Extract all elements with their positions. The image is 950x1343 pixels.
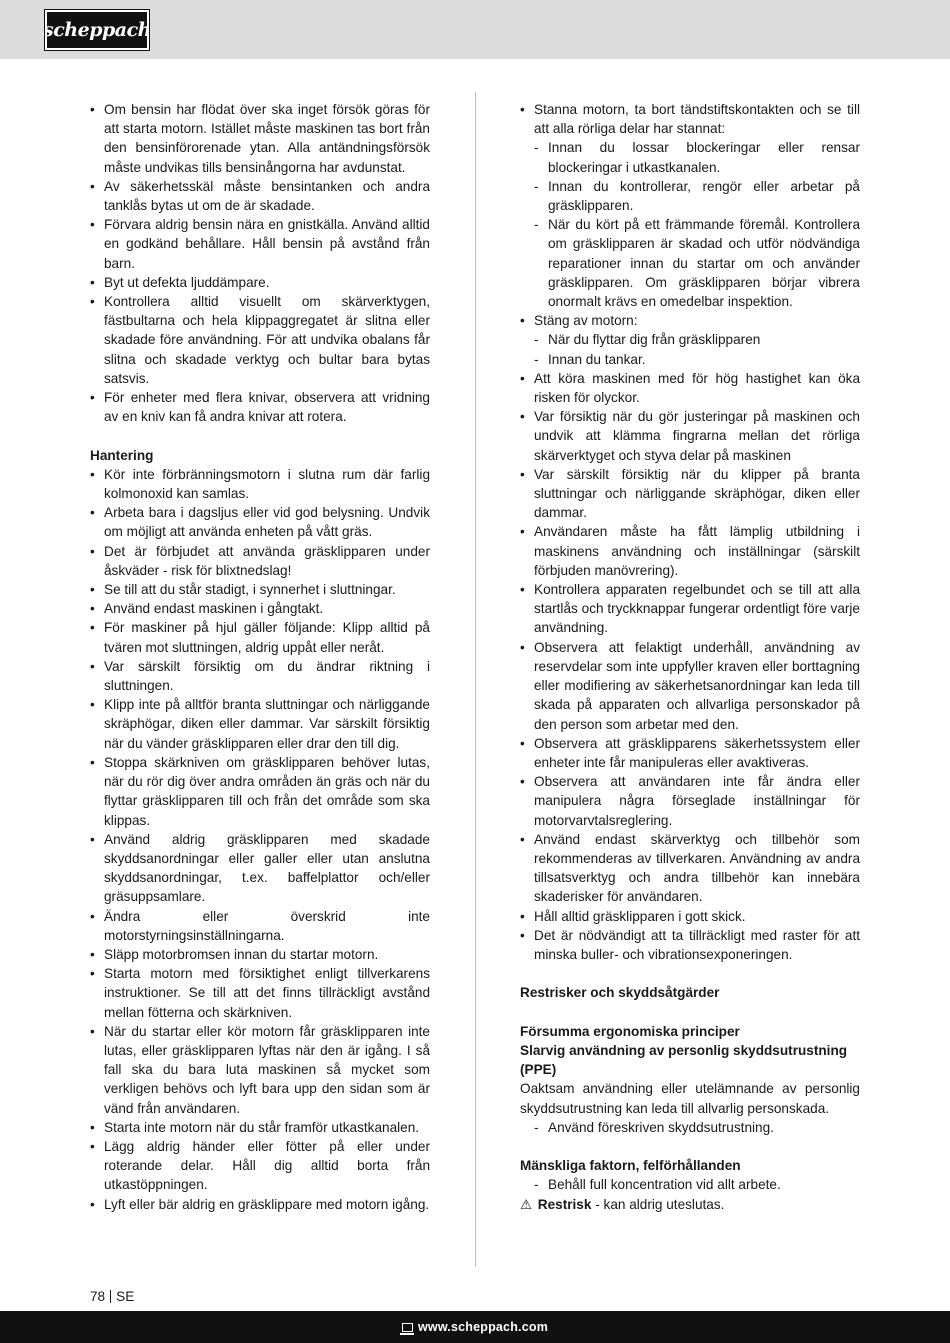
sub-list-item: - Behåll full koncentration vid allt arbete. — [520, 1175, 860, 1194]
dash-mark: - — [534, 332, 539, 348]
list-item: • Kör inte förbränningsmotorn i slutna rum där farlig kolmonoxid kan samlas. — [90, 466, 430, 502]
spacer — [520, 1137, 860, 1156]
bullet-mark: • — [90, 582, 95, 598]
footer-bar — [0, 1311, 950, 1343]
dash-mark: - — [534, 351, 539, 367]
list-item: • Starta inte motorn när du står framför utkastkanalen. — [90, 1118, 430, 1137]
human-dash-list — [520, 1175, 860, 1194]
list-item: • Byt ut defekta ljuddämpare. — [90, 273, 430, 292]
bullet-mark: • — [90, 1023, 95, 1039]
list-item: • För maskiner på hjul gäller följande: Klipp alltid på tvären mot sluttningen, aldrig uppåt eller neråt. — [90, 620, 430, 655]
bullet-mark: • — [520, 524, 525, 540]
bullet-mark: • — [520, 735, 525, 751]
list-item: • Observera att felaktigt underhåll, användning av reservdelar som inte uppfyller kraven eller borttagning eller modifiering av säkerhetsanordningar kan leda till skada på apparaten och allvarliga personskador på den person som arbetar med den. — [520, 639, 860, 732]
list-item: • Klipp inte på alltför branta sluttningar och närliggande skräphögar, diken eller dammar. Var särskilt försiktig när du vänder gräsklipparen eller drar den till dig. — [90, 697, 430, 751]
list-item: • Ändra eller överskrid inte motorstyrningsinställningarna. — [90, 908, 430, 943]
list-item: • Var särskilt försiktig om du ändrar riktning i sluttningen. — [90, 658, 430, 694]
list-item: • Att köra maskinen med för hög hastighet kan öka risken för olyckor. — [520, 370, 860, 406]
sub-list-item: - Använd föreskriven skyddsutrustning. — [520, 1118, 860, 1137]
list-item: • Observera att gräsklipparens säkerhetssystem eller enheter inte får manipuleras eller avaktiveras. — [520, 735, 860, 770]
bullet-mark: • — [90, 1119, 95, 1135]
bullet-mark: • — [90, 1196, 95, 1212]
ppe-paragraph: Oaktsam användning eller utelämnande av personlig skyddsutrustning kan leda till allvarlig personskada. — [520, 1081, 860, 1116]
bullet-mark: • — [520, 927, 525, 943]
scheppach-logo — [45, 10, 149, 50]
bullet-mark: • — [90, 946, 95, 962]
intro-bullet-list — [90, 100, 430, 426]
list-item: • Var särskilt försiktig när du klipper på branta sluttningar och närliggande skräphögar, diken eller dammar. — [520, 466, 860, 521]
list-item: • Släpp motorbromsen innan du startar motorn. — [90, 945, 430, 964]
list-item: • När du startar eller kör motorn får gräsklipparen inte lutas, eller gräsklipparen lyftas när den är igång. I så fall ska du bara luta maskinen så mycket som verkligen behövs och lyft bara upp den sidan som är vänd från användaren. — [90, 1023, 430, 1116]
footer-url[interactable]: www.scheppach.com — [417, 1320, 549, 1334]
right-column — [520, 100, 860, 1214]
bullet-mark: • — [90, 505, 95, 521]
sub-list-item: - När du flyttar dig från gräsklipparen — [534, 330, 860, 349]
residual-risk-line — [520, 1195, 860, 1214]
spacer — [90, 426, 430, 445]
list-item: • Det är nödvändigt att ta tillräckligt med raster för att minska buller- och vibrationsexponeringen. — [520, 927, 860, 962]
bullet-mark: • — [520, 102, 525, 117]
bullet-mark: • — [90, 178, 95, 194]
list-item: • Se till att du står stadigt, i synnerhet i sluttningar. — [90, 580, 430, 599]
list-item: • Stoppa skärkniven om gräsklipparen behöver lutas, när du rör dig över andra områden än gräs och när du flyttar gräsklipparen till och från det område som ska klippas. — [90, 754, 430, 828]
bullet-mark: • — [520, 831, 525, 847]
bullet-mark: • — [90, 274, 95, 290]
bullet-mark: • — [520, 639, 525, 655]
column-divider — [475, 92, 476, 1267]
subheading-human-factor: Mänskliga faktorn, felförhållanden — [520, 1158, 741, 1174]
list-item: • Stanna motorn, ta bort tändstiftskontakten och se till att alla rörliga delar har stannat: - Innan du lossar blockeringar eller rensar blockeringar i utkastkanalen. - Innan du kontrollerar, rengör eller arbetar på gräsklipparen. - När du kört på ett främmande föremål. Kontrollera om gräsklipparen är skadad och utför nödvändiga reparationer innan du startar om och använder gräsklipparen. Om gräsklipparen börjar vibrera onormalt krävs en omedelbar inspektion. — [520, 100, 860, 311]
list-item: • Observera att användaren inte får ändra eller manipulera några förseglade inställningar för motorvarvtalsreglering. — [520, 774, 860, 828]
spacer — [520, 964, 860, 983]
list-item: • Lägg aldrig händer eller fötter på eller under roterande delar. Håll dig alltid borta från utkastöppningen. — [90, 1138, 430, 1193]
list-item: • Starta motorn med försiktighet enligt tillverkarens instruktioner. Se till att det finns tillräckligt avstånd mellan fötterna och skärkniven. — [90, 966, 430, 1020]
list-item: • Var försiktig när du gör justeringar på maskinen och undvik att klämma fingrarna mellan det rörliga skärverktyget och styva delar på maskinen — [520, 409, 860, 463]
dash-mark: - — [534, 178, 539, 194]
sub-list-item: - När du kört på ett främmande föremål. Kontrollera om gräsklipparen är skadad och utför nödvändiga reparationer innan du startar om och använder gräsklipparen. Om gräsklipparen börjar vibrera onormalt krävs en omedelbar inspektion. — [534, 217, 860, 310]
bullet-mark: • — [90, 294, 95, 310]
logo-text: scheppach — [43, 19, 151, 41]
list-item: • Använd aldrig gräsklipparen med skadade skyddsanordningar eller galler eller utan anslutna skyddsanordningar, t.ex. baffelplattor och/eller gräsuppsamlare. — [90, 831, 430, 905]
list-item: • För enheter med flera knivar, observera att vridning av en kniv kan få andra knivar att rotera. — [90, 390, 430, 425]
bullet-mark: • — [90, 697, 95, 713]
bullet-mark: • — [90, 466, 95, 482]
bullet-mark: • — [90, 908, 95, 924]
list-item: • Lyft eller bär aldrig en gräsklippare med motorn igång. — [90, 1195, 430, 1214]
list-item: • Det är förbjudet att använda gräsklipparen under åskväder - risk för blixtnedslag! — [90, 543, 430, 578]
bullet-mark: • — [520, 774, 525, 790]
list-item: • Använd endast maskinen i gångtakt. — [90, 599, 430, 618]
residual-risk-text: - kan aldrig uteslutas. — [591, 1196, 725, 1212]
bullet-mark: • — [90, 620, 95, 636]
bullet-mark: • — [90, 754, 95, 770]
bullet-mark: • — [90, 217, 95, 233]
page-number — [90, 1287, 134, 1306]
list-item: • Förvara aldrig bensin nära en gnistkälla. Använd alltid en godkänd behållare. Håll bensin på avstånd från barn. — [90, 217, 430, 271]
dash-mark: - — [534, 1119, 539, 1135]
bullet-mark: • — [520, 370, 525, 386]
page-number-separator — [110, 1290, 111, 1303]
sub-list-item: - Innan du lossar blockeringar eller rensar blockeringar i utkastkanalen. — [534, 140, 860, 175]
bullet-mark: • — [90, 831, 95, 847]
bullet-mark: • — [520, 409, 525, 425]
residual-risk-label: Restrisk — [537, 1196, 592, 1212]
list-item: • Håll alltid gräsklipparen i gott skick. — [520, 907, 860, 926]
subheading-ppe: Slarvig användning av personlig skyddsutrustning (PPE) — [520, 1042, 848, 1078]
sub-list-item: - Innan du kontrollerar, rengör eller arbetar på gräsklipparen. — [534, 178, 860, 214]
bullet-mark: • — [520, 313, 525, 329]
list-item: • Användaren måste ha fått lämplig utbildning i maskinens användning och inställningar (särskilt förbjuden manövrering). — [520, 524, 860, 578]
list-item: • Av säkerhetsskäl måste bensintanken och andra tanklås bytas ut om de är skadade. — [90, 178, 430, 214]
header-band — [0, 0, 950, 59]
spacer — [520, 1003, 860, 1022]
list-item: • Kontrollera apparaten regelbundet och se till att alla startlås och tryckknappar fungerar ordentligt före varje användning. — [520, 582, 860, 636]
sub-list-item: - Innan du tankar. — [534, 350, 860, 369]
page-number-value: 78 — [90, 1289, 106, 1304]
ppe-dash-list — [520, 1118, 860, 1137]
list-item: • Kontrollera alltid visuellt om skärverktygen, fästbultarna och hela klippaggregatet är slitna eller skadade före användning. För att undvika obalans får slitna och skadade verktyg och bultar bara bytas satsvis. — [90, 294, 430, 386]
warning-icon: ⚠ — [520, 1196, 533, 1212]
bullet-mark: • — [90, 543, 95, 559]
bullet-mark: • — [90, 1138, 95, 1154]
subheading-ergonomi: Försumma ergonomiska principer — [520, 1023, 740, 1039]
hantering-bullet-list — [90, 465, 430, 1214]
section-heading-restrisker: Restrisker och skyddsåtgärder — [520, 985, 720, 1001]
bullet-mark: • — [90, 390, 95, 406]
bullet-mark: • — [520, 908, 525, 924]
bullet-mark: • — [520, 466, 525, 482]
dash-mark: - — [534, 1177, 539, 1193]
laptop-icon — [402, 1323, 413, 1332]
sub-dash-list — [534, 330, 860, 368]
bullet-mark: • — [520, 582, 525, 598]
bullet-mark: • — [90, 966, 95, 982]
bullet-mark: • — [90, 601, 95, 617]
list-item: • Använd endast skärverktyg och tillbehör som rekommenderas av tillverkaren. Användning av andra tillsatsverktyg och andra tillbehör kan innebära skaderisker för användaren. — [520, 831, 860, 905]
left-column — [90, 100, 430, 1214]
bullet-mark: • — [90, 658, 95, 674]
list-item: • Om bensin har flödat över ska inget försök göras för att starta motorn. Istället måste maskinen tas bort från den bensinförorenade ytan. Alla antändningsförsök måste undvikas tills bensinångorna har avdunstat. — [90, 102, 430, 175]
page-language: SE — [116, 1289, 135, 1304]
bullet-mark: • — [90, 102, 95, 117]
right-bullet-list — [520, 100, 860, 964]
list-item: • Stäng av motorn: - När du flyttar dig från gräsklipparen - Innan du tankar. — [520, 311, 860, 369]
list-item: • Arbeta bara i dagsljus eller vid god belysning. Undvik om möjligt att använda enheten på vått gräs. — [90, 505, 430, 540]
dash-mark: - — [534, 217, 539, 233]
dash-mark: - — [534, 140, 539, 156]
section-heading-hantering: Hantering — [90, 447, 154, 463]
sub-dash-list — [534, 138, 860, 311]
